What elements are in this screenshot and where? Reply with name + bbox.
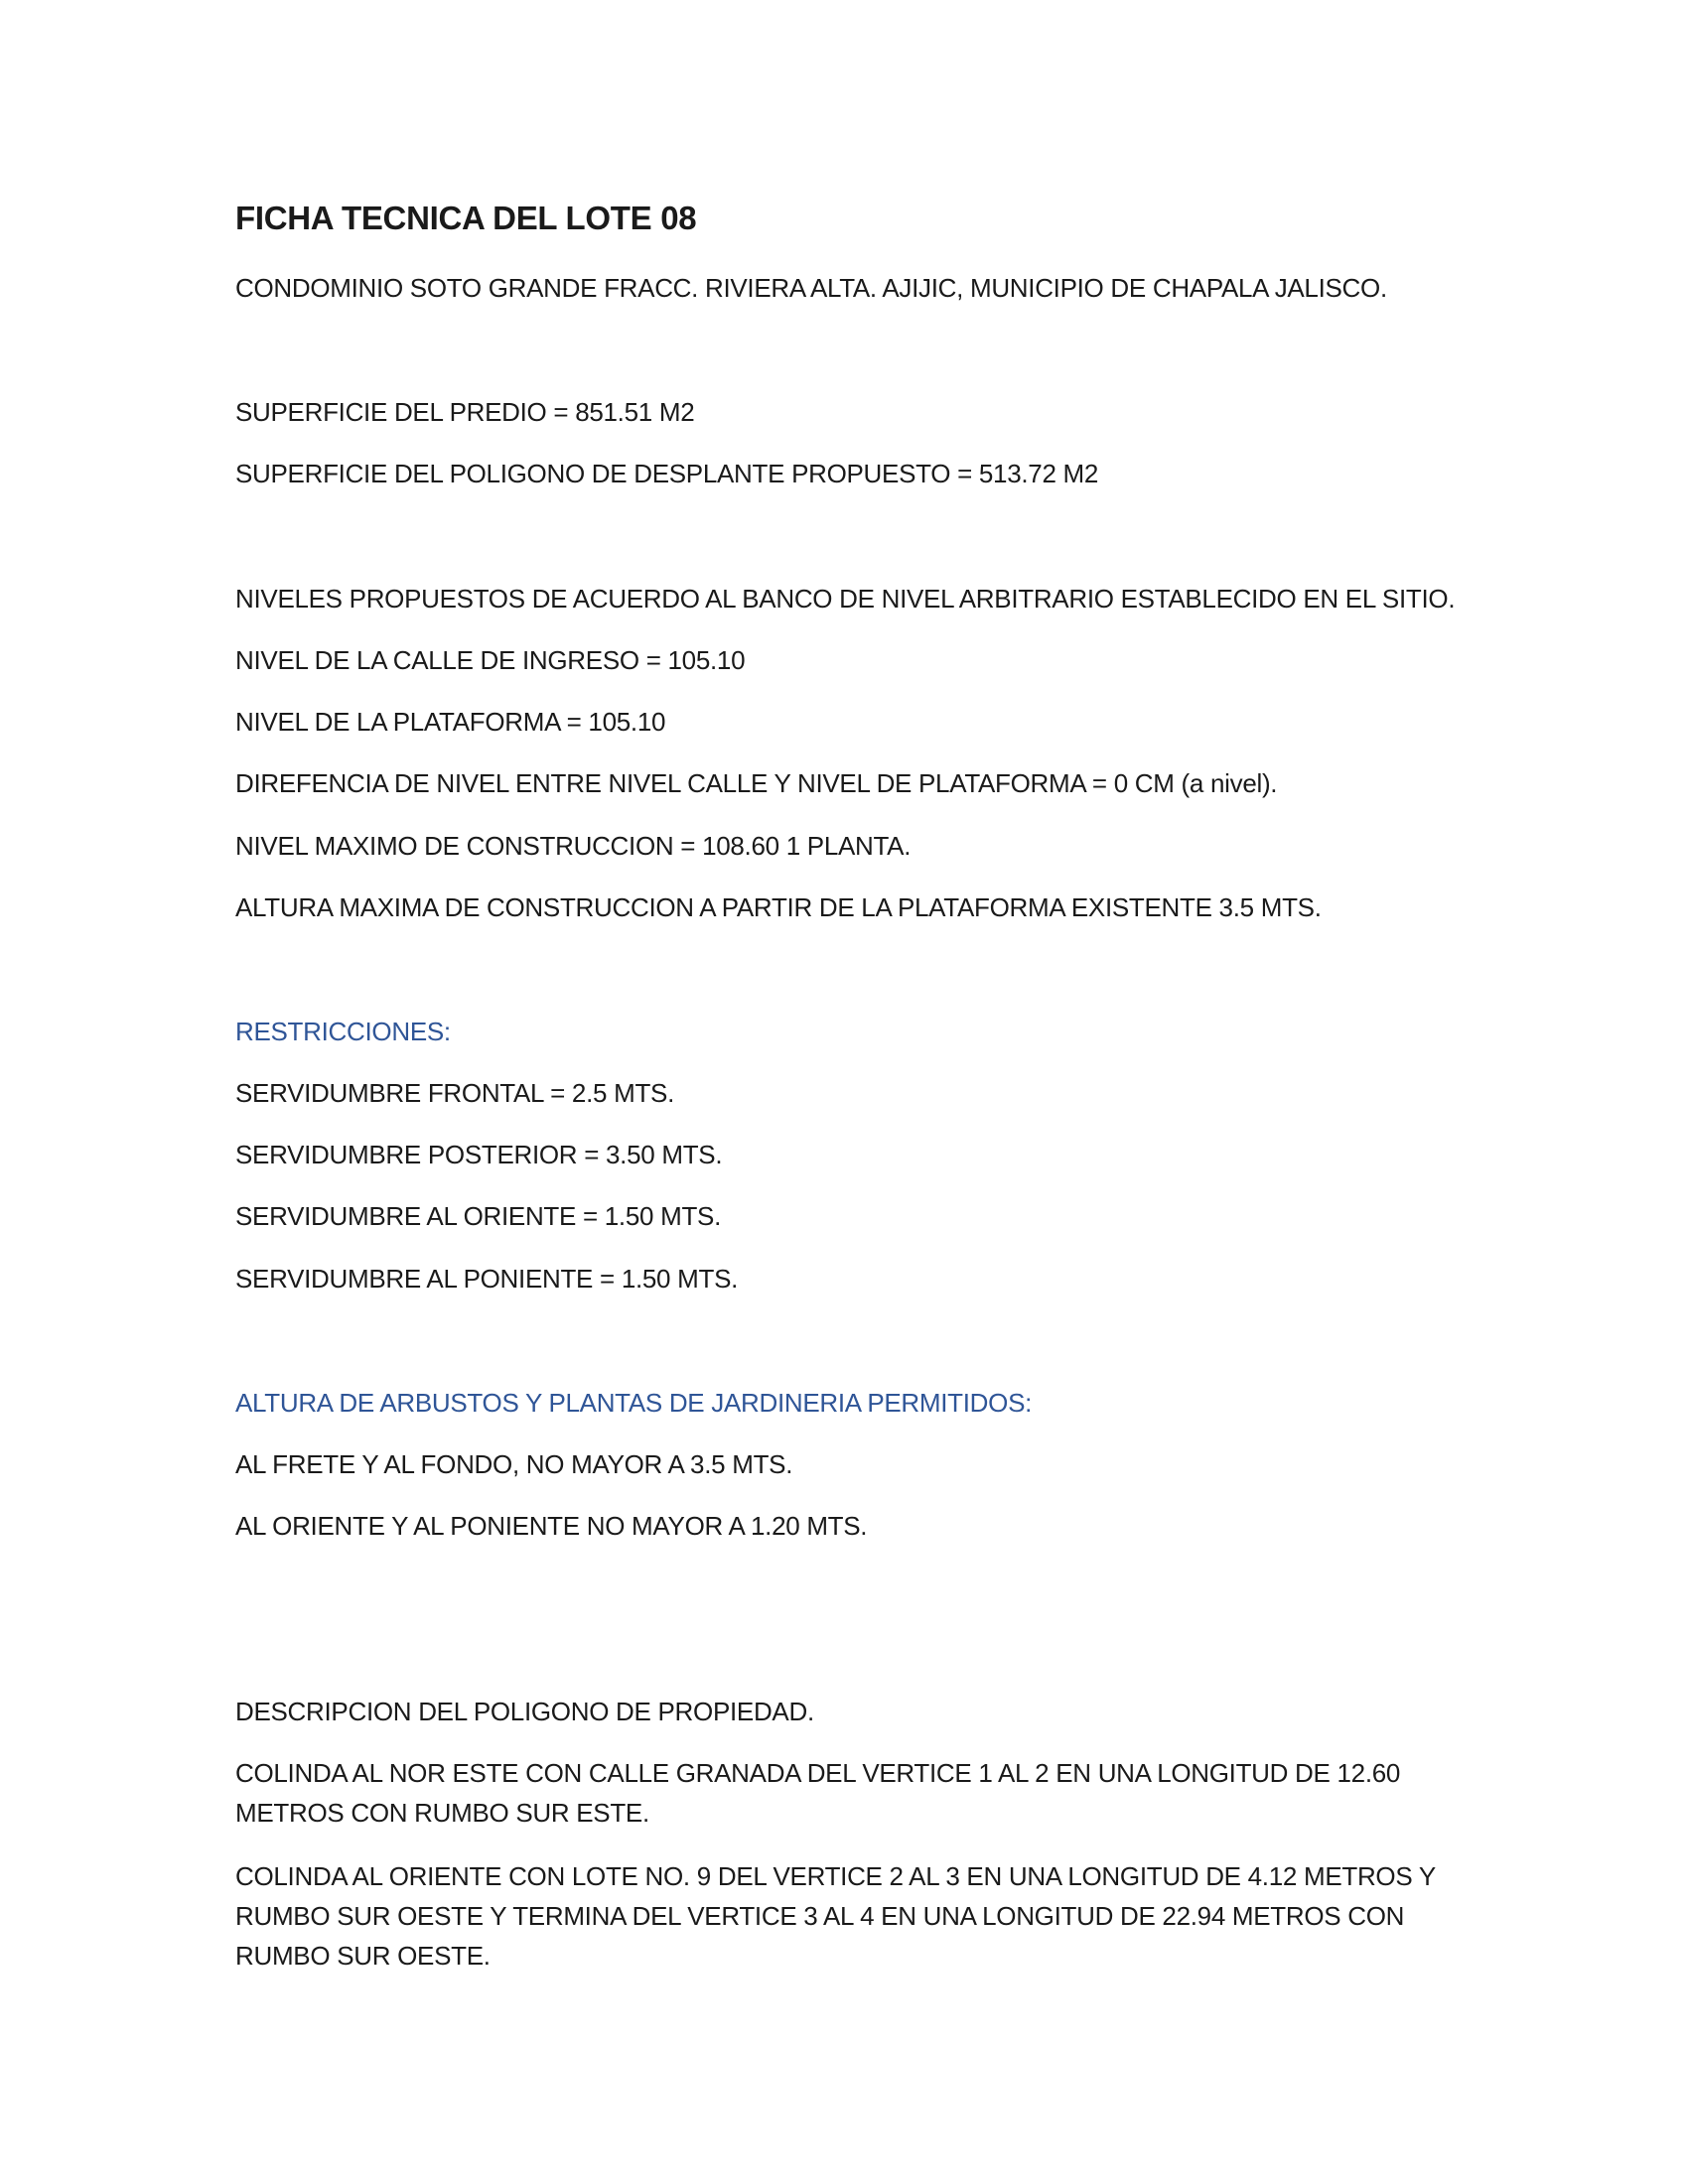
poligono-heading: DESCRIPCION DEL POLIGONO DE PROPIEDAD. <box>235 1697 814 1726</box>
poligono-colinda-nor-este: COLINDA AL NOR ESTE CON CALLE GRANADA DEL VERTICE 1 AL 2 EN UNA LONGITUD DE 12.60 METROS CON RUMBO SUR ESTE. <box>235 1758 1401 1828</box>
restricciones-heading: RESTRICCIONES: <box>235 1017 451 1046</box>
jardineria-heading: ALTURA DE ARBUSTOS Y PLANTAS DE JARDINERIA PERMITIDOS: <box>235 1388 1033 1418</box>
servidumbre-poniente: SERVIDUMBRE AL PONIENTE = 1.50 MTS. <box>235 1264 739 1294</box>
jardineria-oriente-poniente: AL ORIENTE Y AL PONIENTE NO MAYOR A 1.20 MTS. <box>235 1511 868 1541</box>
nivel-maximo: NIVEL MAXIMO DE CONSTRUCCION = 108.60 1 PLANTA. <box>235 831 912 861</box>
servidumbre-oriente: SERVIDUMBRE AL ORIENTE = 1.50 MTS. <box>235 1201 722 1231</box>
page-title: FICHA TECNICA DEL LOTE 08 <box>235 200 697 236</box>
location-line: CONDOMINIO SOTO GRANDE FRACC. RIVIERA ALTA. AJIJIC, MUNICIPIO DE CHAPALA JALISCO. <box>235 273 1387 303</box>
servidumbre-frontal: SERVIDUMBRE FRONTAL = 2.5 MTS. <box>235 1078 675 1108</box>
servidumbre-posterior: SERVIDUMBRE POSTERIOR = 3.50 MTS. <box>235 1140 723 1169</box>
diferencia-nivel: DIREFENCIA DE NIVEL ENTRE NIVEL CALLE Y NIVEL DE PLATAFORMA = 0 CM (a nivel). <box>235 768 1278 798</box>
poligono-colinda-oriente: COLINDA AL ORIENTE CON LOTE NO. 9 DEL VERTICE 2 AL 3 EN UNA LONGITUD DE 4.12 METROS Y RUMBO SUR OESTE Y TERMINA DEL VERTICE 3 AL 4 EN UNA LONGITUD DE 22.94 METROS CON RUMBO SUR OESTE. <box>235 1861 1436 1971</box>
superficie-poligono: SUPERFICIE DEL POLIGONO DE DESPLANTE PROPUESTO = 513.72 M2 <box>235 459 1099 488</box>
nivel-plataforma: NIVEL DE LA PLATAFORMA = 105.10 <box>235 707 666 737</box>
altura-maxima: ALTURA MAXIMA DE CONSTRUCCION A PARTIR DE LA PLATAFORMA EXISTENTE 3.5 MTS. <box>235 892 1322 922</box>
jardineria-frente-fondo: AL FRETE Y AL FONDO, NO MAYOR A 3.5 MTS. <box>235 1449 793 1479</box>
superficie-predio: SUPERFICIE DEL PREDIO = 851.51 M2 <box>235 397 695 427</box>
nivel-calle: NIVEL DE LA CALLE DE INGRESO = 105.10 <box>235 645 746 675</box>
niveles-intro: NIVELES PROPUESTOS DE ACUERDO AL BANCO DE NIVEL ARBITRARIO ESTABLECIDO EN EL SITIO. <box>235 584 1456 614</box>
